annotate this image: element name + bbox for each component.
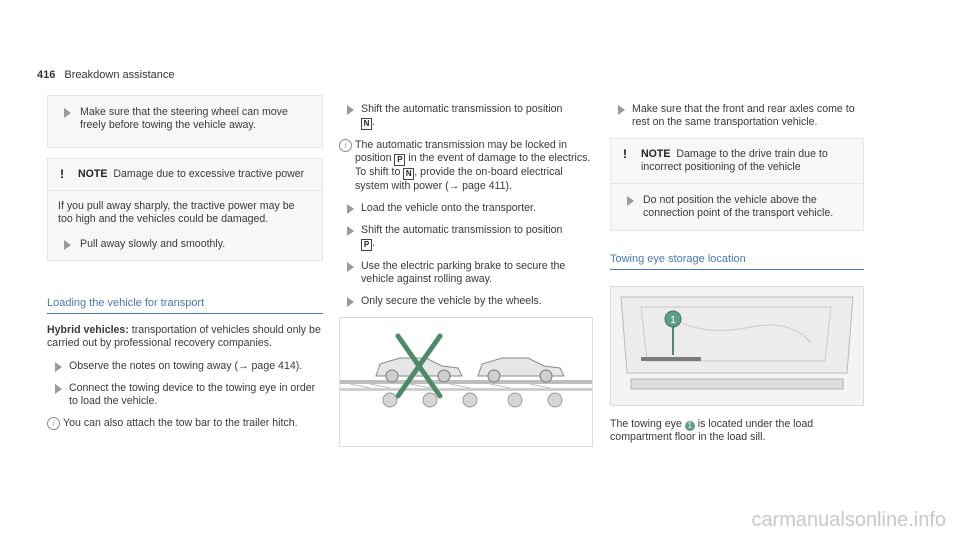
step-item <box>610 103 864 129</box>
step-arrow-icon <box>347 105 354 115</box>
caption-text: is located under the load compartment floor in the load sill. <box>610 418 814 443</box>
instruction-box <box>47 95 323 148</box>
step-arrow-icon <box>347 262 354 272</box>
info-text: in the event of damage to the electrics. To shift to <box>355 152 591 178</box>
note-box <box>610 138 864 231</box>
step-text: Use the electric parking brake to secure the vehicle against rolling away. <box>361 260 566 285</box>
note-title: Damage to the drive train due to incorrect positioning of the vehicle <box>641 148 828 173</box>
step-item: Shift the automatic transmission to position P . <box>339 224 593 251</box>
step-text: Observe the notes on towing away (→ page 414). <box>69 360 303 372</box>
step-arrow-icon <box>55 362 62 372</box>
callout-badge: 1 <box>685 421 695 431</box>
column-2 <box>339 103 593 447</box>
step-arrow-icon <box>55 384 62 394</box>
caption-text: The towing eye <box>610 418 682 430</box>
step-text: Make sure that the front and rear axles come to rest on the same transportation vehicle. <box>632 103 855 128</box>
info-text: , provide the on-board electrical system with power (→ page 411). <box>355 166 563 192</box>
gear-p-key: P <box>361 239 372 251</box>
transporter-illustration <box>340 318 592 446</box>
watermark: carmanualsonline.info <box>751 509 946 531</box>
info-icon: i <box>339 139 352 152</box>
note-label: NOTE <box>78 168 108 180</box>
gear-n-key: N <box>403 168 414 180</box>
step-arrow-icon <box>347 226 354 236</box>
section-title: Breakdown assistance <box>64 69 175 81</box>
note-header <box>48 159 322 191</box>
hybrid-text: transportation of vehicles should only be carried out by professional recovery companies. <box>47 324 321 349</box>
step-arrow-icon <box>64 108 71 118</box>
transporter-figure <box>339 317 593 447</box>
note-header <box>611 139 863 184</box>
step-item: Shift the automatic transmission to position N . <box>339 103 593 130</box>
step-text: Do not position the vehicle above the connection point of the transport vehicle. <box>643 194 834 219</box>
step-text: Shift the automatic transmission to position <box>361 103 563 115</box>
info-icon: i <box>47 417 60 430</box>
step-item <box>611 194 863 220</box>
section-heading: Loading the vehicle for transport <box>47 297 323 314</box>
step-arrow-icon <box>64 240 71 250</box>
step-item <box>47 382 323 408</box>
step-text: Connect the towing device to the towing eye in order to load the vehicle. <box>69 382 316 407</box>
step-text: Pull away slowly and smoothly. <box>80 238 226 250</box>
step-item <box>48 106 312 132</box>
step-text: Make sure that the steering wheel can move freely before towing the vehicle away. <box>80 106 288 131</box>
info-item <box>339 139 593 193</box>
callout-1-label: 1 <box>670 315 676 326</box>
step-arrow-icon <box>627 196 634 206</box>
step-text: Shift the automatic transmission to position <box>361 224 563 236</box>
step-item <box>47 360 323 373</box>
step-item <box>48 238 322 251</box>
page-number: 416 <box>37 69 56 81</box>
warning-icon: ! <box>60 167 64 181</box>
step-text: Only secure the vehicle by the wheels. <box>361 295 542 307</box>
hybrid-paragraph <box>47 324 323 350</box>
step-arrow-icon <box>347 297 354 307</box>
column-3 <box>610 103 864 444</box>
hybrid-label: Hybrid vehicles: <box>47 324 129 336</box>
step-arrow-icon <box>347 204 354 214</box>
info-text: You can also attach the tow bar to the trailer hitch. <box>63 417 298 429</box>
note-label: NOTE <box>641 148 671 160</box>
section-heading: Towing eye storage location <box>610 253 864 270</box>
info-item <box>47 417 323 430</box>
step-item <box>339 295 593 308</box>
towing-eye-illustration <box>611 287 863 405</box>
step-text: Load the vehicle onto the transporter. <box>361 202 536 214</box>
note-title: Damage due to excessive tractive power <box>113 168 305 180</box>
note-box <box>47 158 323 261</box>
warning-icon: ! <box>623 147 627 161</box>
step-item <box>339 260 593 286</box>
note-body: If you pull away sharply, the tractive power may be too high and the vehicles could be damaged. <box>58 200 295 225</box>
gear-p-key: P <box>394 154 405 166</box>
page-header <box>37 69 174 82</box>
figure-caption <box>610 418 864 444</box>
column-1 <box>47 95 323 439</box>
step-arrow-icon <box>618 105 625 115</box>
info-text: The automatic transmission may be locked in position <box>355 139 567 164</box>
towing-eye-figure <box>610 286 864 406</box>
gear-n-key: N <box>361 118 372 130</box>
step-item <box>339 202 593 215</box>
